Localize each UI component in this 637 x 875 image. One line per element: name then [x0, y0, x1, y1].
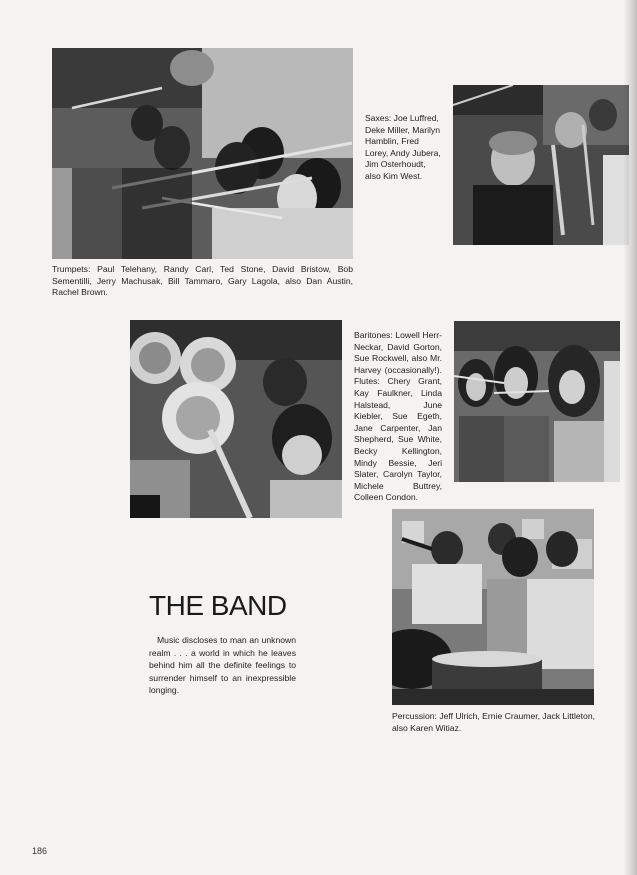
trumpets-caption: Trumpets: Paul Telehany, Randy Carl, Ted Stone, David Bristow, Bob Sementilli, Jerry Machusak, Bill Tammaro, Gary Lagola, also Dan Austin, Rachel Brown.	[52, 264, 353, 298]
binding-shadow	[623, 0, 637, 875]
percussion-photo	[392, 509, 594, 705]
intro-text: Music discloses to man an unknown realm . . . a world in which he leaves behind him all the definite feelings to surrender himself to an inexpressible longing.	[149, 635, 296, 696]
saxes-photo	[453, 85, 629, 245]
page-title: THE BAND	[149, 590, 287, 621]
baritones-photo	[130, 320, 342, 518]
percussion-caption: Percussion: Jeff Ulrich, Ernie Craumer, Jack Littleton, also Karen Witiaz.	[392, 711, 595, 733]
page-number: 186	[32, 846, 48, 856]
trumpets-photo	[52, 48, 353, 259]
saxes-caption: Saxes: Joe Luffred, Deke Miller, Marilyn Hamblin, Fred Lorey, Andy Jubera, Jim Osterhoudt, also Kim West.	[365, 113, 441, 181]
flutes-photo	[454, 321, 620, 482]
baritones-flutes-caption: Baritones: Lowell Herr-Neckar, David Gorton, Sue Rockwell, also Mr. Harvey (occasionally!). Flutes: Chery Grant, Kay Faulkner, Linda Halstead, June Kiebler, Sue Egeth, Jane Carpenter, Jan Shepherd, Sue White, Becky Kellington, Mindy Bessie, Jeri Slater, Carolyn Taylor, Michele Buttrey, Colleen Condon.	[354, 330, 442, 503]
